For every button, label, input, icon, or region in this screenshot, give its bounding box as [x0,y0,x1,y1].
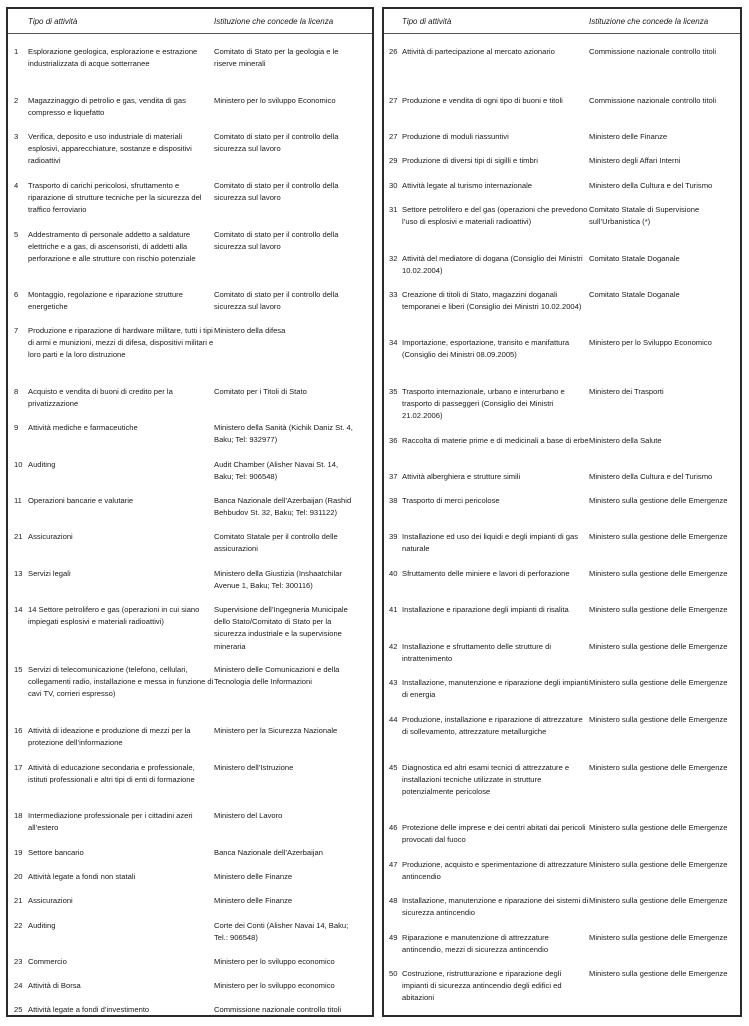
licensing-institution-cell: Comitato di Stato per la geologia e le riserve minerali [214,47,339,69]
row-number: 26 [389,47,398,56]
activity-type-cell: Commercio [28,957,67,966]
activity-type-cell: Acquisto e vendita di buoni di credito per la privatizzazione [28,387,173,409]
licensing-institution-cell: Comitato di stato per il controllo della sicurezza sul lavoro [214,290,339,312]
row-number: 8 [14,387,19,396]
activity-type-cell: Attività legate al turismo internazionale [402,181,533,190]
activity-type-cell: Magazzinaggio di petrolio e gas, vendita di gas compresso e liquefatto [28,96,186,118]
header-activity-type: Tipo di attività [28,16,78,26]
row-number: 34 [389,338,398,347]
activity-type-cell: Assicurazioni [28,532,73,541]
activity-type-cell: Servizi di telecomunicazione (telefono, cellulari, collegamenti radio, installazione e messa in funzione di cavi TV, corrieri espresso) [28,665,214,699]
licensing-institution-cell: Ministero sulla gestione delle Emergenze [589,642,728,651]
licensing-institution-cell: Ministero dell’Istruzione [214,763,294,772]
activity-type-cell: Installazione, manutenzione e riparazione degli impianti di energia [402,678,589,700]
activity-type-cell: Attività di Borsa [28,981,81,990]
row-number: 38 [389,496,398,505]
activity-type-cell: Installazione e riparazione degli impianti di risalita [402,605,569,614]
row-number: 35 [389,387,398,396]
licensing-institution-cell: Ministero sulla gestione delle Emergenze [589,532,728,541]
row-number: 16 [14,726,23,735]
row-number: 40 [389,569,398,578]
licensing-institution-cell: Ministero sulla gestione delle Emergenze [589,678,728,687]
right-table-panel [382,7,742,1017]
activity-type-cell: Assicurazioni [28,896,73,905]
activity-type-cell: Produzione e vendita di ogni tipo di buoni e titoli [402,96,563,105]
licensing-institution-cell: Comitato Statale di Supervisione sull’Urbanistica (*) [589,205,700,227]
row-number: 3 [14,132,19,141]
row-number: 11 [14,496,22,505]
licensing-institution-cell: Ministero sulla gestione delle Emergenze [589,860,728,869]
row-number: 24 [14,981,23,990]
row-number: 6 [14,290,19,299]
activity-type-cell: Diagnostica ed altri esami tecnici di attrezzature e installazioni tecniche utilizzate in strutture potenzialmente pericolose [402,763,570,797]
row-number: 10 [14,460,23,469]
row-number: 49 [389,933,398,942]
row-number: 15 [14,665,23,674]
row-number: 21 [14,896,23,905]
activity-type-cell: Raccolta di materie prime e di medicinali a base di erbe [402,436,589,445]
licensing-institution-cell: Ministero della Salute [589,436,662,445]
licensing-institution-cell: Ministero sulla gestione delle Emergenze [589,763,728,772]
row-number: 5 [14,230,19,239]
licensing-institution-cell: Ministero della difesa [214,326,286,335]
activity-type-cell: 14 Settore petrolifero e gas (operazioni in cui siano impiegati esplosivi e materiali radioattivi) [28,605,200,627]
row-number: 33 [389,290,398,299]
row-number: 32 [389,254,398,263]
licensing-institution-cell: Audit Chamber (Alisher Navai St. 14, Baku; Tel: 906548) [214,460,339,482]
activity-type-cell: Esplorazione geologica, esplorazione e estrazione industrializzata di acque sotterranee [28,47,198,69]
activity-type-cell: Attività legate a fondi non statali [28,872,136,881]
activity-type-cell: Installazione, manutenzione e riparazione dei sistemi di sicurezza antincendio [402,896,589,918]
row-number: 31 [389,205,398,214]
row-number: 48 [389,896,398,905]
activity-type-cell: Trasporto di merci pericolose [402,496,500,505]
activity-type-cell: Attività mediche e farmaceutiche [28,423,138,432]
row-number: 22 [14,921,23,930]
licensing-institution-cell: Commissione nazionale controllo titoli [214,1005,342,1014]
licensing-institution-cell: Ministero sulla gestione delle Emergenze [589,969,728,978]
licensing-institution-cell: Corte dei Conti (Alisher Navai 14, Baku; Tel.: 906548) [214,921,349,943]
activity-type-cell: Sfruttamento delle miniere e lavori di perforazione [402,569,570,578]
activity-type-cell: Produzione di diversi tipi di sigilli e timbri [402,156,538,165]
row-number: 20 [14,872,23,881]
activity-type-cell: Produzione, acquisto e sperimentazione di attrezzature antincendio [402,860,588,882]
row-number: 17 [14,763,23,772]
licensing-institution-cell: Ministero sulla gestione delle Emergenze [589,715,728,724]
activity-type-cell: Attività legate a fondi d’investimento [28,1005,150,1014]
licensing-institution-cell: Ministero delle Finanze [214,872,293,881]
activity-type-cell: Montaggio, regolazione e riparazione strutture energetiche [28,290,183,312]
row-number: 25 [14,1005,23,1014]
header-activity-type: Tipo di attività [402,16,452,26]
row-number: 44 [389,715,398,724]
licensing-institution-cell: Ministero delle Finanze [214,896,293,905]
row-number: 50 [389,969,398,978]
row-number: 27 [389,96,398,105]
licensing-institution-cell: Commissione nazionale controllo titoli [589,47,717,56]
licensing-institution-cell: Ministero delle Finanze [589,132,668,141]
licensing-institution-cell: Comitato Statale Doganale [589,290,680,299]
right-table-header [384,9,740,34]
row-number: 2 [14,96,19,105]
licensing-institution-cell: Comitato di stato per il controllo della sicurezza sul lavoro [214,132,339,154]
licensing-institution-cell: Ministero sulla gestione delle Emergenze [589,496,728,505]
row-number: 21 [14,532,23,541]
row-number: 30 [389,181,398,190]
activity-type-cell: Produzione di moduli riassuntivi [402,132,509,141]
activity-type-cell: Installazione ed uso dei liquidi e degli impianti di gas naturale [402,532,579,554]
row-number: 36 [389,436,398,445]
row-number: 23 [14,957,23,966]
licensing-institution-cell: Comitato di stato per il controllo della sicurezza sul lavoro [214,230,339,252]
activity-type-cell: Creazione di titoli di Stato, magazzini doganali temporanei e liberi (Consiglio dei Ministri 10.02.2004) [402,290,582,312]
activity-type-cell: Intermediazione professionale per i cittadini azeri all’estero [28,811,193,833]
activity-type-cell: Auditing [28,921,56,930]
row-number: 43 [389,678,398,687]
licensing-institution-cell: Ministero per lo Sviluppo Economico [589,338,712,347]
row-number: 19 [14,848,23,857]
activity-type-cell: Produzione e riparazione di hardware militare, tutti i tipi di armi e munizioni, mezzi di difesa, dispositivi militari e loro parti e la loro distruzione [28,326,214,360]
activity-type-cell: Protezione delle imprese e dei centri abitati dai pericoli provocati dal fuoco [402,823,586,845]
row-number: 9 [14,423,19,432]
row-number: 1 [14,47,19,56]
licensing-institution-cell: Ministero della Cultura e del Turismo [589,181,713,190]
activity-type-cell: Trasporto di carichi pericolosi, sfruttamento e riparazione di strutture tecniche per la sicurezza del traffico ferroviario [28,181,202,215]
activity-type-cell: Addestramento di personale addetto a saldature elettriche e a gas, di ascensoristi, di addetti alla perforazione e alle strutture con rischio potenziale [28,230,196,264]
row-number: 7 [14,326,19,335]
activity-type-cell: Attività alberghiera e strutture simili [402,472,521,481]
activity-type-cell: Settore petrolifero e del gas (operazioni che prevedono l’uso di esplosivi e materiali radioattivi) [402,205,588,227]
row-number: 14 [14,605,23,614]
activity-type-cell: Costruzione, ristrutturazione e riparazione degli impianti di sicurezza antincendio degli edifici ed abitazioni [402,969,562,1003]
header-licensing-institution: Istituzione che concede la licenza [589,16,709,26]
row-number: 29 [389,156,398,165]
licensing-institution-cell: Banca Nazionale dell’Azerbaijan (Rashid Behbudov St. 32, Baku; Tel: 931122) [214,496,352,518]
activity-type-cell: Trasporto internazionale, urbano e interurbano e trasporto di passeggeri (Consiglio dei Ministri 21.02.2006) [402,387,565,421]
licensing-institution-cell: Ministero per lo sviluppo economico [214,957,335,966]
activity-type-cell: Attività di ideazione e produzione di mezzi per la protezione dell’informazione [28,726,191,748]
licensing-institution-cell: Ministero sulla gestione delle Emergenze [589,933,728,942]
activity-type-cell: Attività del mediatore di dogana (Consiglio dei Ministri 10.02.2004) [402,254,583,276]
licensing-institution-cell: Comitato di stato per il controllo della sicurezza sul lavoro [214,181,339,203]
licensing-institution-cell: Ministero sulla gestione delle Emergenze [589,823,728,832]
row-number: 37 [389,472,398,481]
licensing-institution-cell: Ministero del Lavoro [214,811,283,820]
activity-type-cell: Produzione, installazione e riparazione di attrezzature di sollevamento, attrezzature metallurgiche [402,715,583,737]
licensing-institution-cell: Ministero sulla gestione delle Emergenze [589,896,728,905]
licensing-institution-cell: Ministero della Sanità (Kichik Daniz St. 4, Baku; Tel: 932977) [214,423,353,445]
licensing-institution-cell: Ministero per lo sviluppo economico [214,981,335,990]
activity-type-cell: Attività di educazione secondaria e professionale, istituti professionali e altri tipi di enti di formazione [28,763,195,785]
licensing-institution-cell: Commissione nazionale controllo titoli [589,96,717,105]
row-number: 4 [14,181,19,190]
activity-type-cell: Settore bancario [28,848,84,857]
row-number: 13 [14,569,23,578]
activity-type-cell: Servizi legali [28,569,71,578]
licensing-institution-cell: Ministero delle Comunicazioni e della Tecnologia delle Informazioni [214,665,340,687]
activity-type-cell: Verifica, deposito e uso industriale di materiali esplosivi, apparecchiature, sostanze e dispositivi radioattivi [28,132,192,166]
row-number: 39 [389,532,398,541]
licensing-institution-cell: Banca Nazionale dell’Azerbaijan [214,848,323,857]
activity-type-cell: Importazione, esportazione, transito e manifattura (Consiglio dei Ministri 08.09.2005) [402,338,570,360]
licensing-institution-cell: Ministero della Cultura e del Turismo [589,472,713,481]
row-number: 46 [389,823,398,832]
licensing-institution-cell: Ministero dei Trasporti [589,387,664,396]
row-number: 42 [389,642,398,651]
left-table-header [8,9,372,34]
row-number: 45 [389,763,398,772]
licensing-institution-cell: Ministero della Giustizia (Inshaatchilar Avenue 1, Baku; Tel: 300116) [214,569,342,591]
row-number: 41 [389,605,398,614]
activity-type-cell: Attività di partecipazione al mercato azionario [402,47,555,56]
licensing-institution-cell: Ministero sulla gestione delle Emergenze [589,569,728,578]
header-licensing-institution: Istituzione che concede la licenza [214,16,334,26]
activity-type-cell: Installazione e sfruttamento delle strutture di intrattenimento [402,642,552,664]
licensing-institution-cell: Ministero sulla gestione delle Emergenze [589,605,728,614]
left-table-panel [6,7,374,1017]
activity-type-cell: Riparazione e manutenzione di attrezzature antincendio, mezzi di sicurezza antincendio [402,933,549,955]
licensing-institution-cell: Comitato per i Titoli di Stato [214,387,307,396]
row-number: 18 [14,811,23,820]
licensing-institution-cell: Comitato Statale Doganale [589,254,680,263]
activity-type-cell: Operazioni bancarie e valutarie [28,496,134,505]
activity-type-cell: Auditing [28,460,56,469]
licensing-institution-cell: Ministero per lo sviluppo Economico [214,96,336,105]
licensing-institution-cell: Comitato Statale per il controllo delle assicurazioni [214,532,338,554]
licensing-institution-cell: Ministero per la Sicurezza Nazionale [214,726,338,735]
licensing-institution-cell: Supervisione dell’Ingegneria Municipale dello Stato/Comitato di Stato per la sicurezza industriale e la supervisione mineraria [214,605,348,651]
row-number: 47 [389,860,398,869]
licensing-institution-cell: Ministero degli Affari Interni [589,156,681,165]
row-number: 27 [389,132,398,141]
